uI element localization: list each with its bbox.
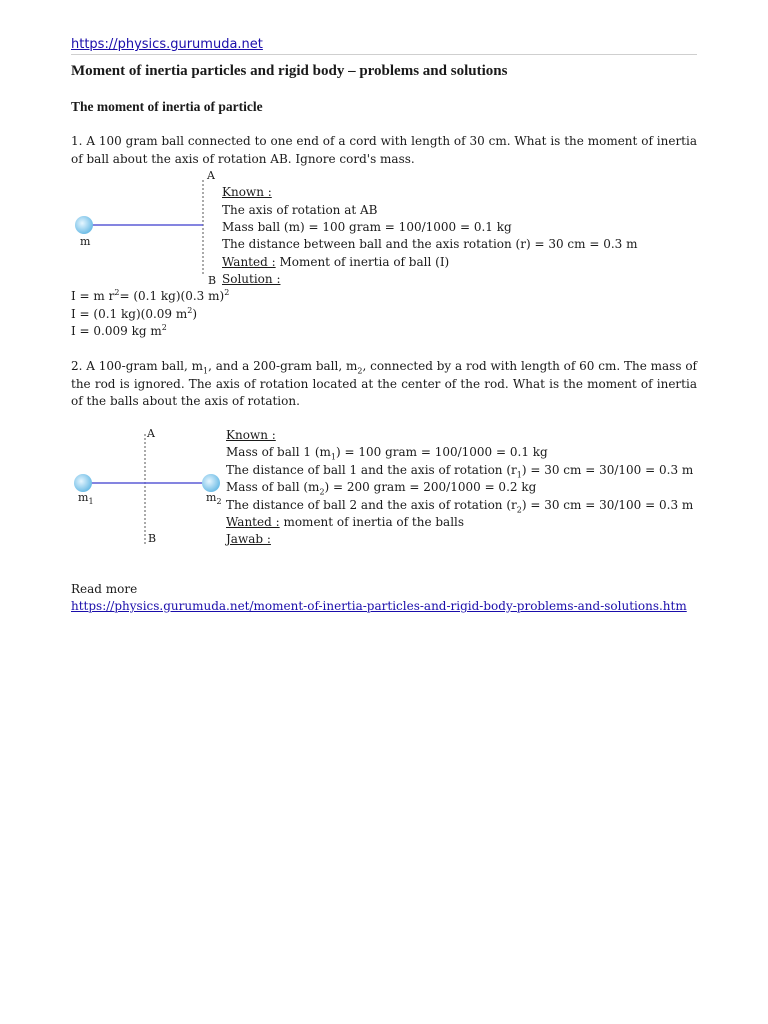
- solution-line-3: I = 0.009 kg $m^2$: [71, 323, 167, 338]
- wanted-text: moment of inertia of the balls: [279, 515, 465, 529]
- axis-label-b: B: [208, 274, 217, 287]
- source-url-link[interactable]: https://physics.gurumuda.net: [71, 37, 263, 52]
- ball-label-m1: $m_1$: [78, 491, 94, 507]
- problem2-question: 2. A 100-gram ball, $m_1$, and a 200-gram ball, $m_2$, connected by a rod with length of 60 cm. The mass of the rod is ignored. The axis of rotation located at the center of the rod. What is the moment of inertia of the balls about the axis of rotation.: [71, 359, 697, 408]
- wanted-line: [222, 254, 449, 271]
- jawab-label: Jawab :: [226, 532, 271, 546]
- wanted-text: Moment of inertia of ball (I): [275, 255, 450, 269]
- ball-m2: [202, 474, 220, 492]
- known-label: Known :: [222, 185, 272, 199]
- read-more-link[interactable]: https://physics.gurumuda.net/moment-of-inertia-particles-and-rigid-body-problems-and-solutions.htm: [71, 599, 687, 613]
- known-item: The axis of rotation at AB: [222, 203, 378, 217]
- axis-label-b: B: [148, 532, 157, 545]
- axis-label-a: A: [207, 169, 215, 182]
- known-label: Known :: [226, 428, 276, 442]
- ball-label-m2: $m_2$: [206, 491, 222, 507]
- wanted-label: Wanted :: [222, 255, 276, 269]
- known-item: Mass ball (m) = 100 gram = 100/1000 = 0.1 kg: [222, 220, 512, 234]
- ball-m1: [74, 474, 92, 492]
- solution-line-2: I = (0.1 kg)(0.09 $m^2$): [71, 306, 198, 321]
- known-item: The distance of ball 1 and the axis of rotation $(r_1) = 30$ cm = 30/100 = 0.3 m: [226, 463, 694, 480]
- page-title: Moment of inertia particles and rigid body – problems and solutions: [71, 63, 508, 79]
- read-more-label: Read more: [71, 582, 138, 596]
- known-item: Mass of ball $(m_2) = 200$ gram = 200/1000 = 0.2 kg: [226, 480, 537, 497]
- ball-label-m: m: [80, 235, 91, 248]
- problem1-diagram: [70, 168, 220, 290]
- wanted-line: [226, 514, 464, 531]
- problem1-question: 1. A 100 gram ball connected to one end of a cord with length of 30 cm. What is the moment of inertia of ball about the axis of rotation AB. Ignore cord's mass.: [71, 134, 697, 166]
- known-item: Mass of ball 1 $(m_1) = 100$ gram = 100/1000 = 0.1 kg: [226, 445, 548, 462]
- axis-label-a: A: [147, 427, 155, 440]
- known-item: The distance between ball and the axis rotation (r) = 30 cm = 0.3 m: [222, 237, 638, 251]
- solution-label: Solution :: [222, 272, 281, 286]
- header-divider: [71, 54, 697, 55]
- section-title: The moment of inertia of particle: [71, 99, 263, 114]
- wanted-label: Wanted :: [226, 515, 280, 529]
- known-item: The distance of ball 2 and the axis of rotation $(r_2) = 30$ cm = 30/100 = 0.3 m: [226, 498, 694, 515]
- solution-line-1: I = m $r^2= (0.1$ kg)(0.3 m)$^2$: [71, 288, 230, 303]
- ball-m: [75, 216, 93, 234]
